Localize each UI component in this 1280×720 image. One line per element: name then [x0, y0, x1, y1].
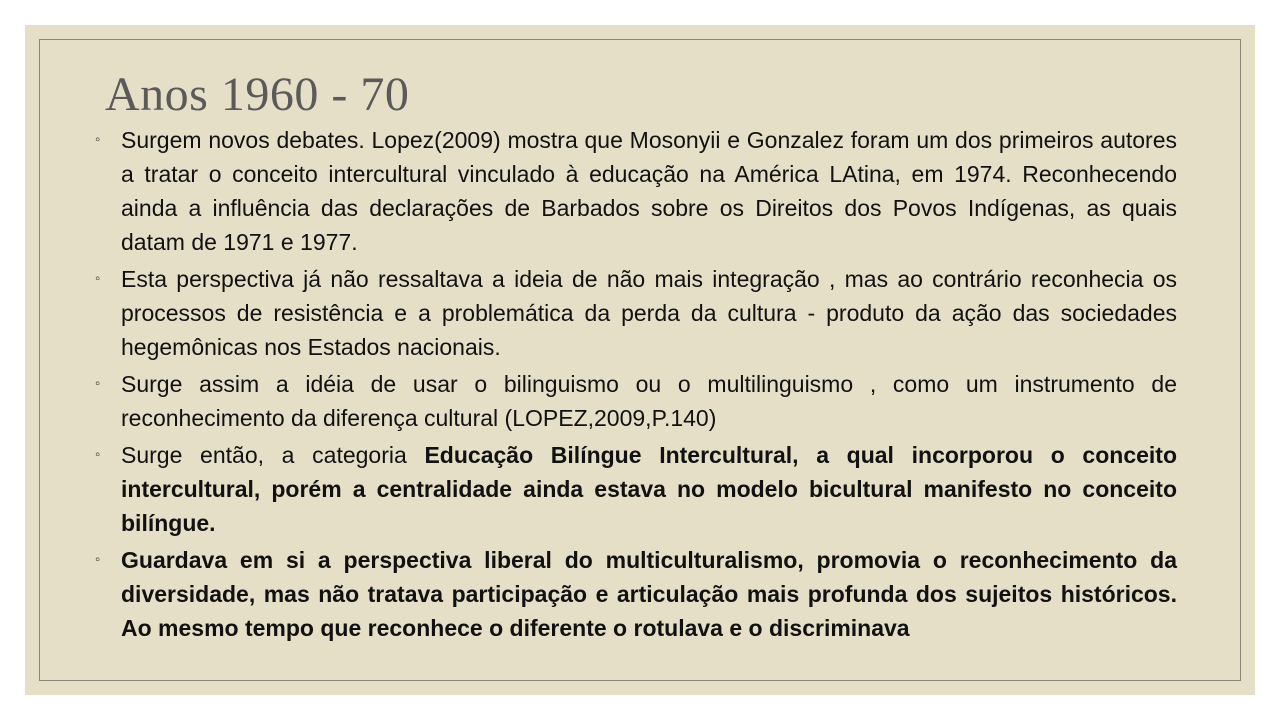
bullet-circle-icon: ◦: [95, 375, 101, 392]
bullet-text: Surge assim a idéia de usar o bilinguismo ou o multilinguismo , como um instrumento de reconhecimento da diferença cultural (LOPEZ,2009,P.140): [121, 371, 1177, 431]
slide-title: Anos 1960 - 70: [105, 68, 410, 121]
bullet-item: [95, 438, 1177, 540]
bullet-list: [95, 123, 1177, 648]
bullet-text-bold: Guardava em si a perspectiva liberal do multiculturalismo, promovia o reconhecimento da diversidade, mas não tratava participação e articulação mais profunda dos sujeitos históricos. Ao mesmo tempo que reconhece o diferente o rotulava e o discriminava: [121, 547, 1177, 641]
bullet-text: Surgem novos debates. Lopez(2009) mostra que Mosonyii e Gonzalez foram um dos primeiros autores a tratar o conceito intercultural vinculado à educação na América LAtina, em 1974. Reconhecendo ainda a influência das declarações de Barbados sobre os Direitos dos Povos Indígenas, as quais datam de 1971 e 1977.: [121, 127, 1177, 255]
bullet-text: Esta perspectiva já não ressaltava a ideia de não mais integração , mas ao contrário reconhecia os processos de resistência e a problemática da perda da cultura - produto da ação das sociedades hegemônicas nos Estados nacionais.: [121, 266, 1177, 360]
bullet-circle-icon: ◦: [95, 131, 101, 148]
bullet-item: [95, 367, 1177, 435]
bullet-item: [95, 262, 1177, 364]
bullet-text-bold: Educação Bilíngue Intercultural, a qual incorporou o conceito intercultural, porém a centralidade ainda estava no modelo bicultural manifesto no conceito bilíngue.: [121, 442, 1177, 536]
bullet-circle-icon: ◦: [95, 270, 101, 287]
bullet-item: [95, 123, 1177, 259]
bullet-circle-icon: ◦: [95, 446, 101, 463]
bullet-circle-icon: ◦: [95, 551, 101, 568]
bullet-item: [95, 543, 1177, 645]
bullet-text: Surge então, a categoria: [121, 442, 425, 468]
slide: [25, 25, 1255, 695]
